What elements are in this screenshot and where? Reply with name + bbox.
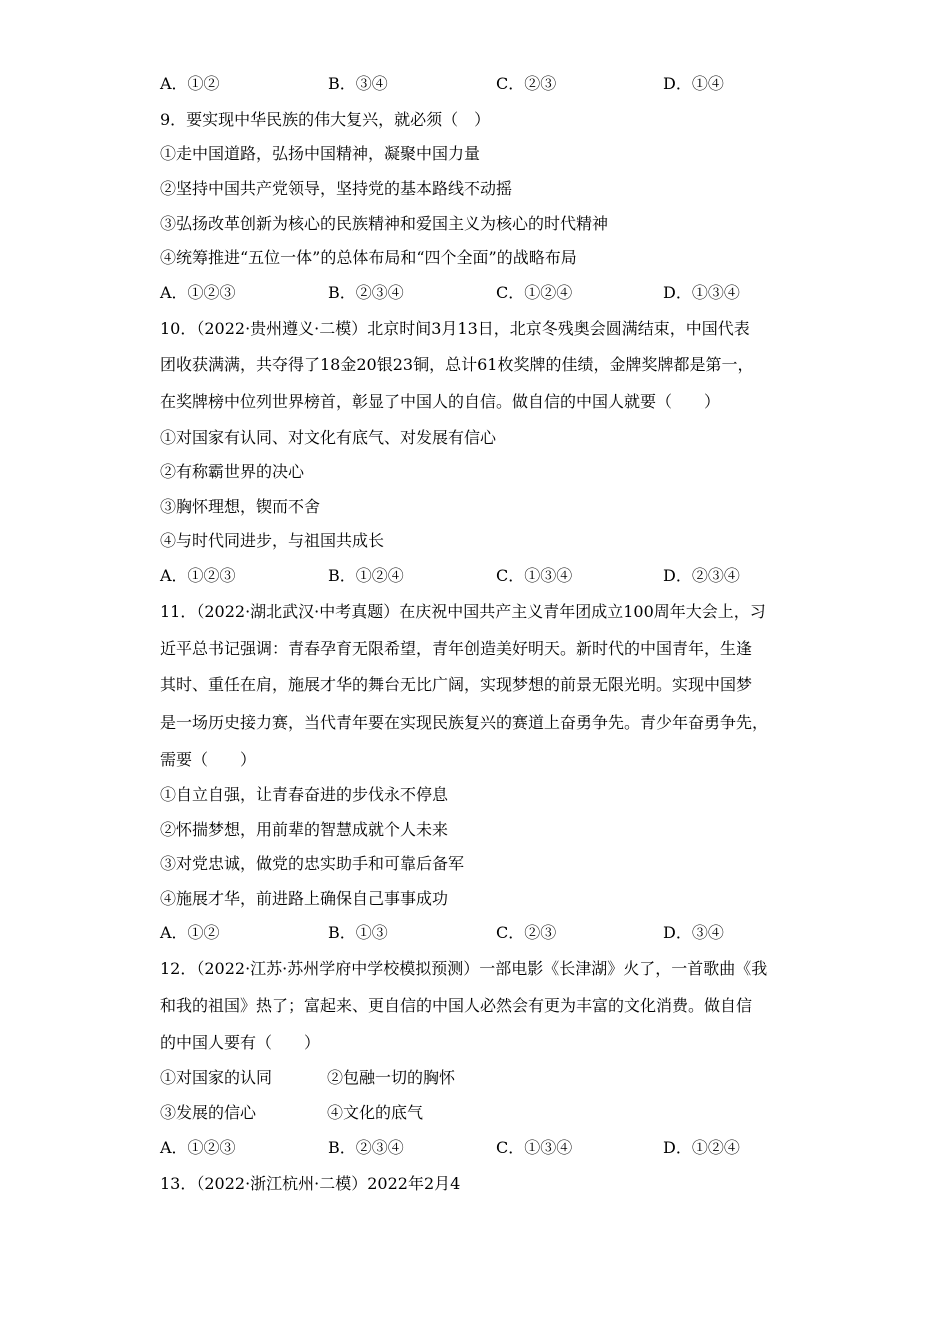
q9-option-a: A．①②③ [160,283,236,302]
q11-option-b: B．①③ [328,923,388,942]
q12-item-1: ①对国家的认同 [160,1068,273,1087]
q12-item-3: ③发展的信心 [160,1103,257,1122]
q9-options [160,283,800,303]
q9-item-4: ④统筹推进“五位一体”的总体布局和“四个全面”的战略布局 [160,248,577,267]
q12-option-a: A．①②③ [160,1138,236,1157]
q9-item-1: ①走中国道路，弘扬中国精神，凝聚中国力量 [160,144,481,163]
q11-item-2: ②怀揣梦想，用前辈的智慧成就个人未来 [160,820,449,839]
q9-stem: 9．要实现中华民族的伟大复兴，就必须（ ） [160,110,491,129]
q8-option-b: B．③④ [328,74,388,93]
q10-stem-line-3: 在奖牌榜中位列世界榜首，彰显了中国人的自信。做自信的中国人就要（ ） [160,392,721,411]
q12-stem-line-2: 和我的祖国》热了；富起来、更自信的中国人必然会有更为丰富的文化消费。做自信 [160,996,753,1015]
q9-item-3: ③弘扬改革创新为核心的民族精神和爱国主义为核心的时代精神 [160,214,609,233]
q10-option-b: B．①②④ [328,566,404,585]
q10-options [160,566,800,586]
q11-stem-line-3: 其时、重任在肩，施展才华的舞台无比广阔，实现梦想的前景无限光明。实现中国梦 [160,675,753,694]
q12-stem-line-3: 的中国人要有（ ） [160,1033,321,1052]
q12-option-b: B．②③④ [328,1138,404,1157]
q10-item-3: ③胸怀理想，锲而不舍 [160,497,321,516]
q12-item-4: ④文化的底气 [327,1103,424,1122]
q13-stem: 13．（2022·浙江杭州·二模）2022年2月4 [160,1174,461,1193]
q11-item-4: ④施展才华，前进路上确保自己事事成功 [160,889,449,908]
q12-stem-line-1: 12．（2022·江苏·苏州学府中学校模拟预测）一部电影《长津湖》火了，一首歌曲《我 [160,959,768,978]
q11-stem-line-4: 是一场历史接力赛，当代青年要在实现民族复兴的赛道上奋勇争先。青少年奋勇争先， [160,713,769,732]
q11-stem-line-5: 需要（ ） [160,750,257,769]
q10-item-1: ①对国家有认同、对文化有底气、对发展有信心 [160,428,497,447]
q10-item-2: ②有称霸世界的决心 [160,462,305,481]
q10-stem-line-2: 团收获满满，共夺得了18金20银23铜，总计61枚奖牌的佳绩，金牌奖牌都是第一， [160,355,754,374]
q10-option-c: C．①③④ [496,566,573,585]
q8-option-a: A．①② [160,74,220,93]
q11-item-1: ①自立自强，让青春奋进的步伐永不停息 [160,785,449,804]
q11-stem-line-2: 近平总书记强调：青春孕育无限希望，青年创造美好明天。新时代的中国青年，生逢 [160,639,753,658]
q10-stem-line-1: 10．（2022·贵州遵义·二模）北京时间3月13日，北京冬残奥会圆满结束，中国代表 [160,319,750,338]
q12-option-c: C．①③④ [496,1138,573,1157]
q9-option-d: D．①③④ [663,283,740,302]
q9-option-c: C．①②④ [496,283,573,302]
q10-item-4: ④与时代同进步，与祖国共成长 [160,531,385,550]
q12-option-d: D．①②④ [663,1138,740,1157]
q11-item-3: ③对党忠诚，做党的忠实助手和可靠后备军 [160,854,465,873]
q12-item-2: ②包融一切的胸怀 [327,1068,456,1087]
q8-option-d: D．①④ [663,74,724,93]
q11-stem-line-1: 11．（2022·湖北武汉·中考真题）在庆祝中国共产主义青年团成立100周年大会上，习 [160,602,766,621]
q11-options [160,923,800,943]
q9-item-2: ②坚持中国共产党领导，坚持党的基本路线不动摇 [160,179,513,198]
q10-option-d: D．②③④ [663,566,740,585]
q9-option-b: B．②③④ [328,283,404,302]
q11-option-c: C．②③ [496,923,557,942]
q12-options [160,1138,800,1158]
q10-option-a: A．①②③ [160,566,236,585]
q11-option-a: A．①② [160,923,220,942]
q8-option-c: C．②③ [496,74,557,93]
q8-options [160,74,800,94]
q11-option-d: D．③④ [663,923,724,942]
